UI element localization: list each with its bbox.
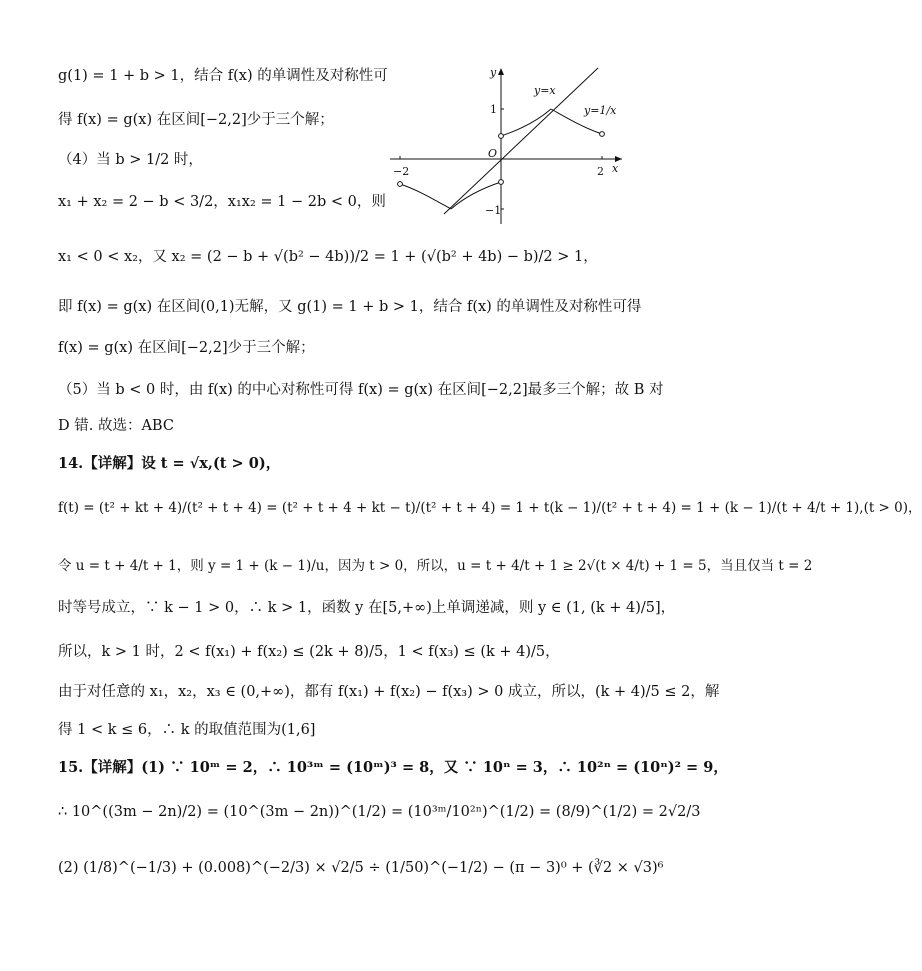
y-axis-arrow-icon bbox=[498, 68, 504, 75]
text-line-9: D 错. 故选：ABC bbox=[58, 418, 174, 434]
text-line-1: g(1) = 1 + b > 1，结合 f(x) 的单调性及对称性可 bbox=[58, 68, 388, 84]
text-line-18: ∴ 10^((3m − 2n)/2) = (10^(3m − 2n))^(1/2) = (10³ᵐ/10²ⁿ)^(1/2) = (8/9)^(1/2) = 2√2/3 bbox=[58, 804, 701, 820]
y-axis-label: y bbox=[490, 66, 497, 79]
open-point-left-end bbox=[398, 182, 403, 187]
text-line-16: 得 1 < k ≤ 6，∴ k 的取值范围为(1,6] bbox=[58, 722, 316, 738]
text-line-5: x₁ < 0 < x₂，又 x₂ = (2 − b + √(b² − 4b))/2 = 1 + (√(b² + 4b) − b)/2 > 1， bbox=[58, 249, 598, 265]
curve-label-y-equals-x: y=x bbox=[534, 84, 556, 97]
text-line-15: 由于对任意的 x₁，x₂，x₃ ∈ (0,+∞)，都有 f(x₁) + f(x₂) − f(x₃) > 0 成立，所以，(k + 4)/5 ≤ 2，解 bbox=[58, 684, 720, 700]
text-line-4: x₁ + x₂ = 2 − b < 3/2，x₁x₂ = 1 − 2b < 0，则 bbox=[58, 194, 386, 210]
text-line-19: (2) (1/8)^(−1/3) + (0.008)^(−2/3) × √2/5 ÷ (1/50)^(−1/2) − (π − 3)⁰ + (∛2 × √3)⁶ bbox=[58, 860, 664, 876]
tick-label-neg-one: −1 bbox=[485, 204, 502, 217]
tick-label-one: 1 bbox=[490, 103, 497, 116]
function-graph-figure bbox=[384, 64, 630, 230]
x-axis-label: x bbox=[612, 162, 619, 175]
open-point-right-start bbox=[499, 134, 504, 139]
line-y-equals-x bbox=[444, 68, 598, 214]
text-line-13: 时等号成立，∵ k − 1 > 0，∴ k > 1，函数 y 在[5,+∞)上单调递减，则 y ∈ (1, (k + 4)/5]， bbox=[58, 600, 676, 616]
problem-14-heading: 14.【详解】设 t = √x,(t > 0)， bbox=[58, 455, 281, 472]
text-line-7: f(x) = g(x) 在区间[−2,2]少于三个解； bbox=[58, 340, 315, 356]
text-line-11: f(t) = (t² + kt + 4)/(t² + t + 4) = (t² + t + 4 + kt − t)/(t² + t + 4) = 1 + t(k − 1)/(t² + t + 4) = 1 + (k − 1)/(t + 4/t + 1),(t > 0)， bbox=[58, 500, 922, 516]
curve-left-reciprocal-segment bbox=[400, 184, 451, 209]
origin-label: O bbox=[488, 147, 498, 160]
text-line-6: 即 f(x) = g(x) 在区间(0,1)无解，又 g(1) = 1 + b > 1，结合 f(x) 的单调性及对称性可得 bbox=[58, 299, 642, 315]
text-line-3: （4）当 b > 1/2 时， bbox=[58, 152, 203, 168]
tick-label-two: 2 bbox=[597, 165, 604, 178]
function-graph-svg bbox=[384, 64, 630, 230]
open-point-right-end bbox=[600, 132, 605, 137]
open-point-left-start bbox=[499, 180, 504, 185]
problem-15-heading: 15.【详解】(1) ∵ 10ᵐ = 2，∴ 10³ᵐ = (10ᵐ)³ = 8，又 ∵ 10ⁿ = 3，∴ 10²ⁿ = (10ⁿ)² = 9， bbox=[58, 759, 728, 776]
text-line-14: 所以，k > 1 时，2 < f(x₁) + f(x₂) ≤ (2k + 8)/5，1 < f(x₃) ≤ (k + 4)/5， bbox=[58, 644, 560, 660]
text-line-8: （5）当 b < 0 时，由 f(x) 的中心对称性可得 f(x) = g(x) 在区间[−2,2]最多三个解；故 B 对 bbox=[58, 382, 664, 398]
text-line-2: 得 f(x) = g(x) 在区间[−2,2]少于三个解； bbox=[58, 112, 334, 128]
text-line-12: 令 u = t + 4/t + 1，则 y = 1 + (k − 1)/u，因为 t > 0，所以，u = t + 4/t + 1 ≥ 2√(t × 4/t) + 1 = 5，当且仅当 t = 2 bbox=[58, 558, 813, 574]
tick-label-neg-two: −2 bbox=[393, 165, 410, 178]
curve-label-y-equals-one-over-x: y=1/x bbox=[584, 104, 617, 117]
curve-right-lower-segment bbox=[501, 109, 551, 136]
